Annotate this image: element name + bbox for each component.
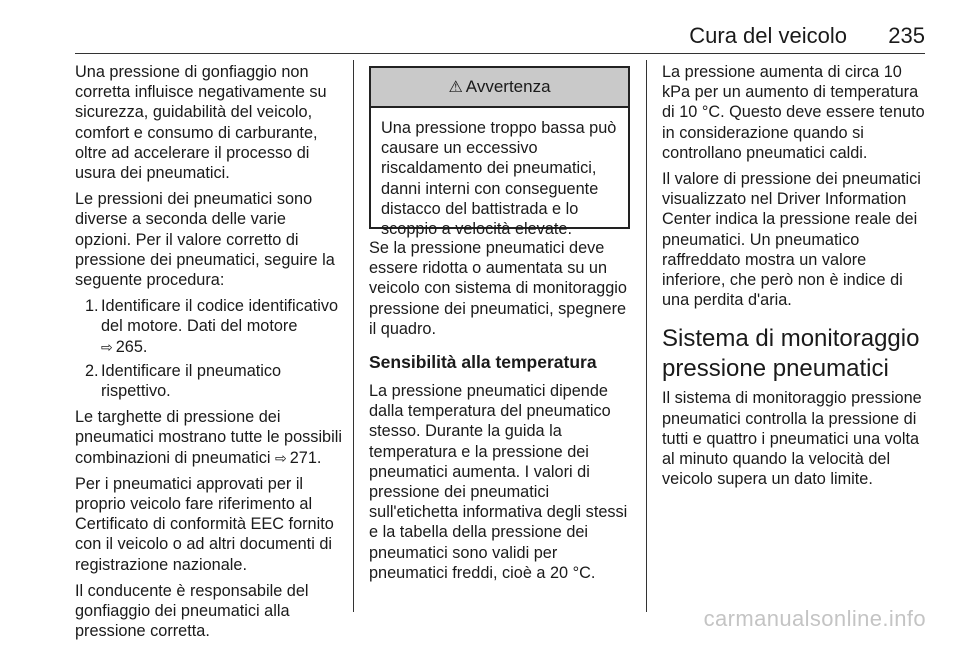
- header-rule: [75, 53, 925, 54]
- paragraph: La pressione pneumatici dipende dalla temperatura del pneumatico stesso. Durante la guida la temperatura e la pressione dei pneumatici aumenta. I valori di pressione dei pneumatici sull'etichetta informativa degli stessi e la tabella della pressione dei pneumatici sono validi per pneumatici freddi, cioè a 20 °C.: [369, 382, 628, 582]
- paragraph: Una pressione di gonfiaggio non corretta influisce negativamente su sicurezza, guidabilità del veicolo, comfort e consumo di carburante, oltre ad accelerare il processo di usura dei pneumatici.: [75, 63, 327, 183]
- list-item: [75, 361, 343, 401]
- column-divider-1: [353, 60, 354, 612]
- warning-header: [371, 68, 628, 108]
- list-item: [75, 296, 343, 357]
- section-heading: Sistema di monitoraggio pressione pneumatici: [662, 325, 920, 383]
- paragraph: [75, 407, 343, 468]
- procedure-list: [75, 296, 343, 401]
- page-reference-icon: ⇨: [101, 338, 113, 355]
- warning-triangle-icon: ⚠: [448, 79, 463, 96]
- paragraph: Il sistema di monitoraggio pressione pneumatici controlla la pressione di tutti e quattro i pneumatici una volta al minuto quando la velocità del veicolo supera un dato limite.: [662, 389, 922, 489]
- paragraph: Il conducente è responsabile del gonfiaggio dei pneumatici alla pressione corretta.: [75, 581, 309, 641]
- page-reference-icon: ⇨: [275, 449, 287, 466]
- column-2: [369, 238, 631, 589]
- column-1: [75, 62, 343, 647]
- chapter-title: Cura del veicolo: [689, 23, 847, 48]
- list-text: Identificare il codice identificativo del motore. Dati del motore: [101, 297, 339, 336]
- page-number: 235: [888, 23, 925, 48]
- page-reference-link[interactable]: [101, 338, 147, 356]
- subheading: Sensibilità alla temperatura: [369, 352, 597, 373]
- page-reference-link[interactable]: [275, 449, 321, 467]
- list-number: 1.: [85, 297, 99, 316]
- warning-text: Una pressione troppo bassa può causare un eccessivo riscaldamento dei pneumatici, danni interni con conseguente distacco del battistrada e lo scoppio a velocità elevate.: [381, 119, 617, 239]
- watermark: carmanualsonline.info: [703, 606, 926, 631]
- warning-box: [369, 66, 630, 239]
- paragraph: Per i pneumatici approvati per il proprio veicolo fare riferimento al Certificato di conformità EEC fornito con il veicolo o ad altri documenti di registrazione nazionale.: [75, 474, 334, 574]
- paragraph-text: Le targhette di pressione dei pneumatici mostrano tutte le possibili combinazioni di pneumatici: [75, 408, 342, 467]
- column-divider-2: [646, 60, 647, 612]
- paragraph: Le pressioni dei pneumatici sono diverse a seconda delle varie opzioni. Per il valore corretto di pressione dei pneumatici, seguire la seguente procedura:: [75, 190, 335, 290]
- column-3: [662, 62, 927, 495]
- list-text: Identificare il pneumatico rispettivo.: [101, 361, 282, 401]
- paragraph: La pressione aumenta di circa 10 kPa per un aumento di temperatura di 10 °C. Questo deve essere tenuto in considerazione quando si controllano pneumatici caldi.: [662, 63, 925, 162]
- list-number: 2.: [85, 361, 99, 380]
- page-header: [75, 22, 925, 54]
- page-reference-number: 265.: [115, 337, 148, 356]
- warning-title: Avvertenza: [465, 77, 551, 96]
- paragraph: Se la pressione pneumatici deve essere ridotta o aumentata su un veicolo con sistema di monitoraggio pressione dei pneumatici, spegnere il quadro.: [369, 239, 627, 338]
- paragraph: Il valore di pressione dei pneumatici visualizzato nel Driver Information Center indica la pressione reale dei pneumatici. Un pneumatico raffreddato mostra un valore inferiore, che però non è indice di una perdita d'aria.: [662, 170, 921, 310]
- page-reference-number: 271.: [289, 448, 322, 467]
